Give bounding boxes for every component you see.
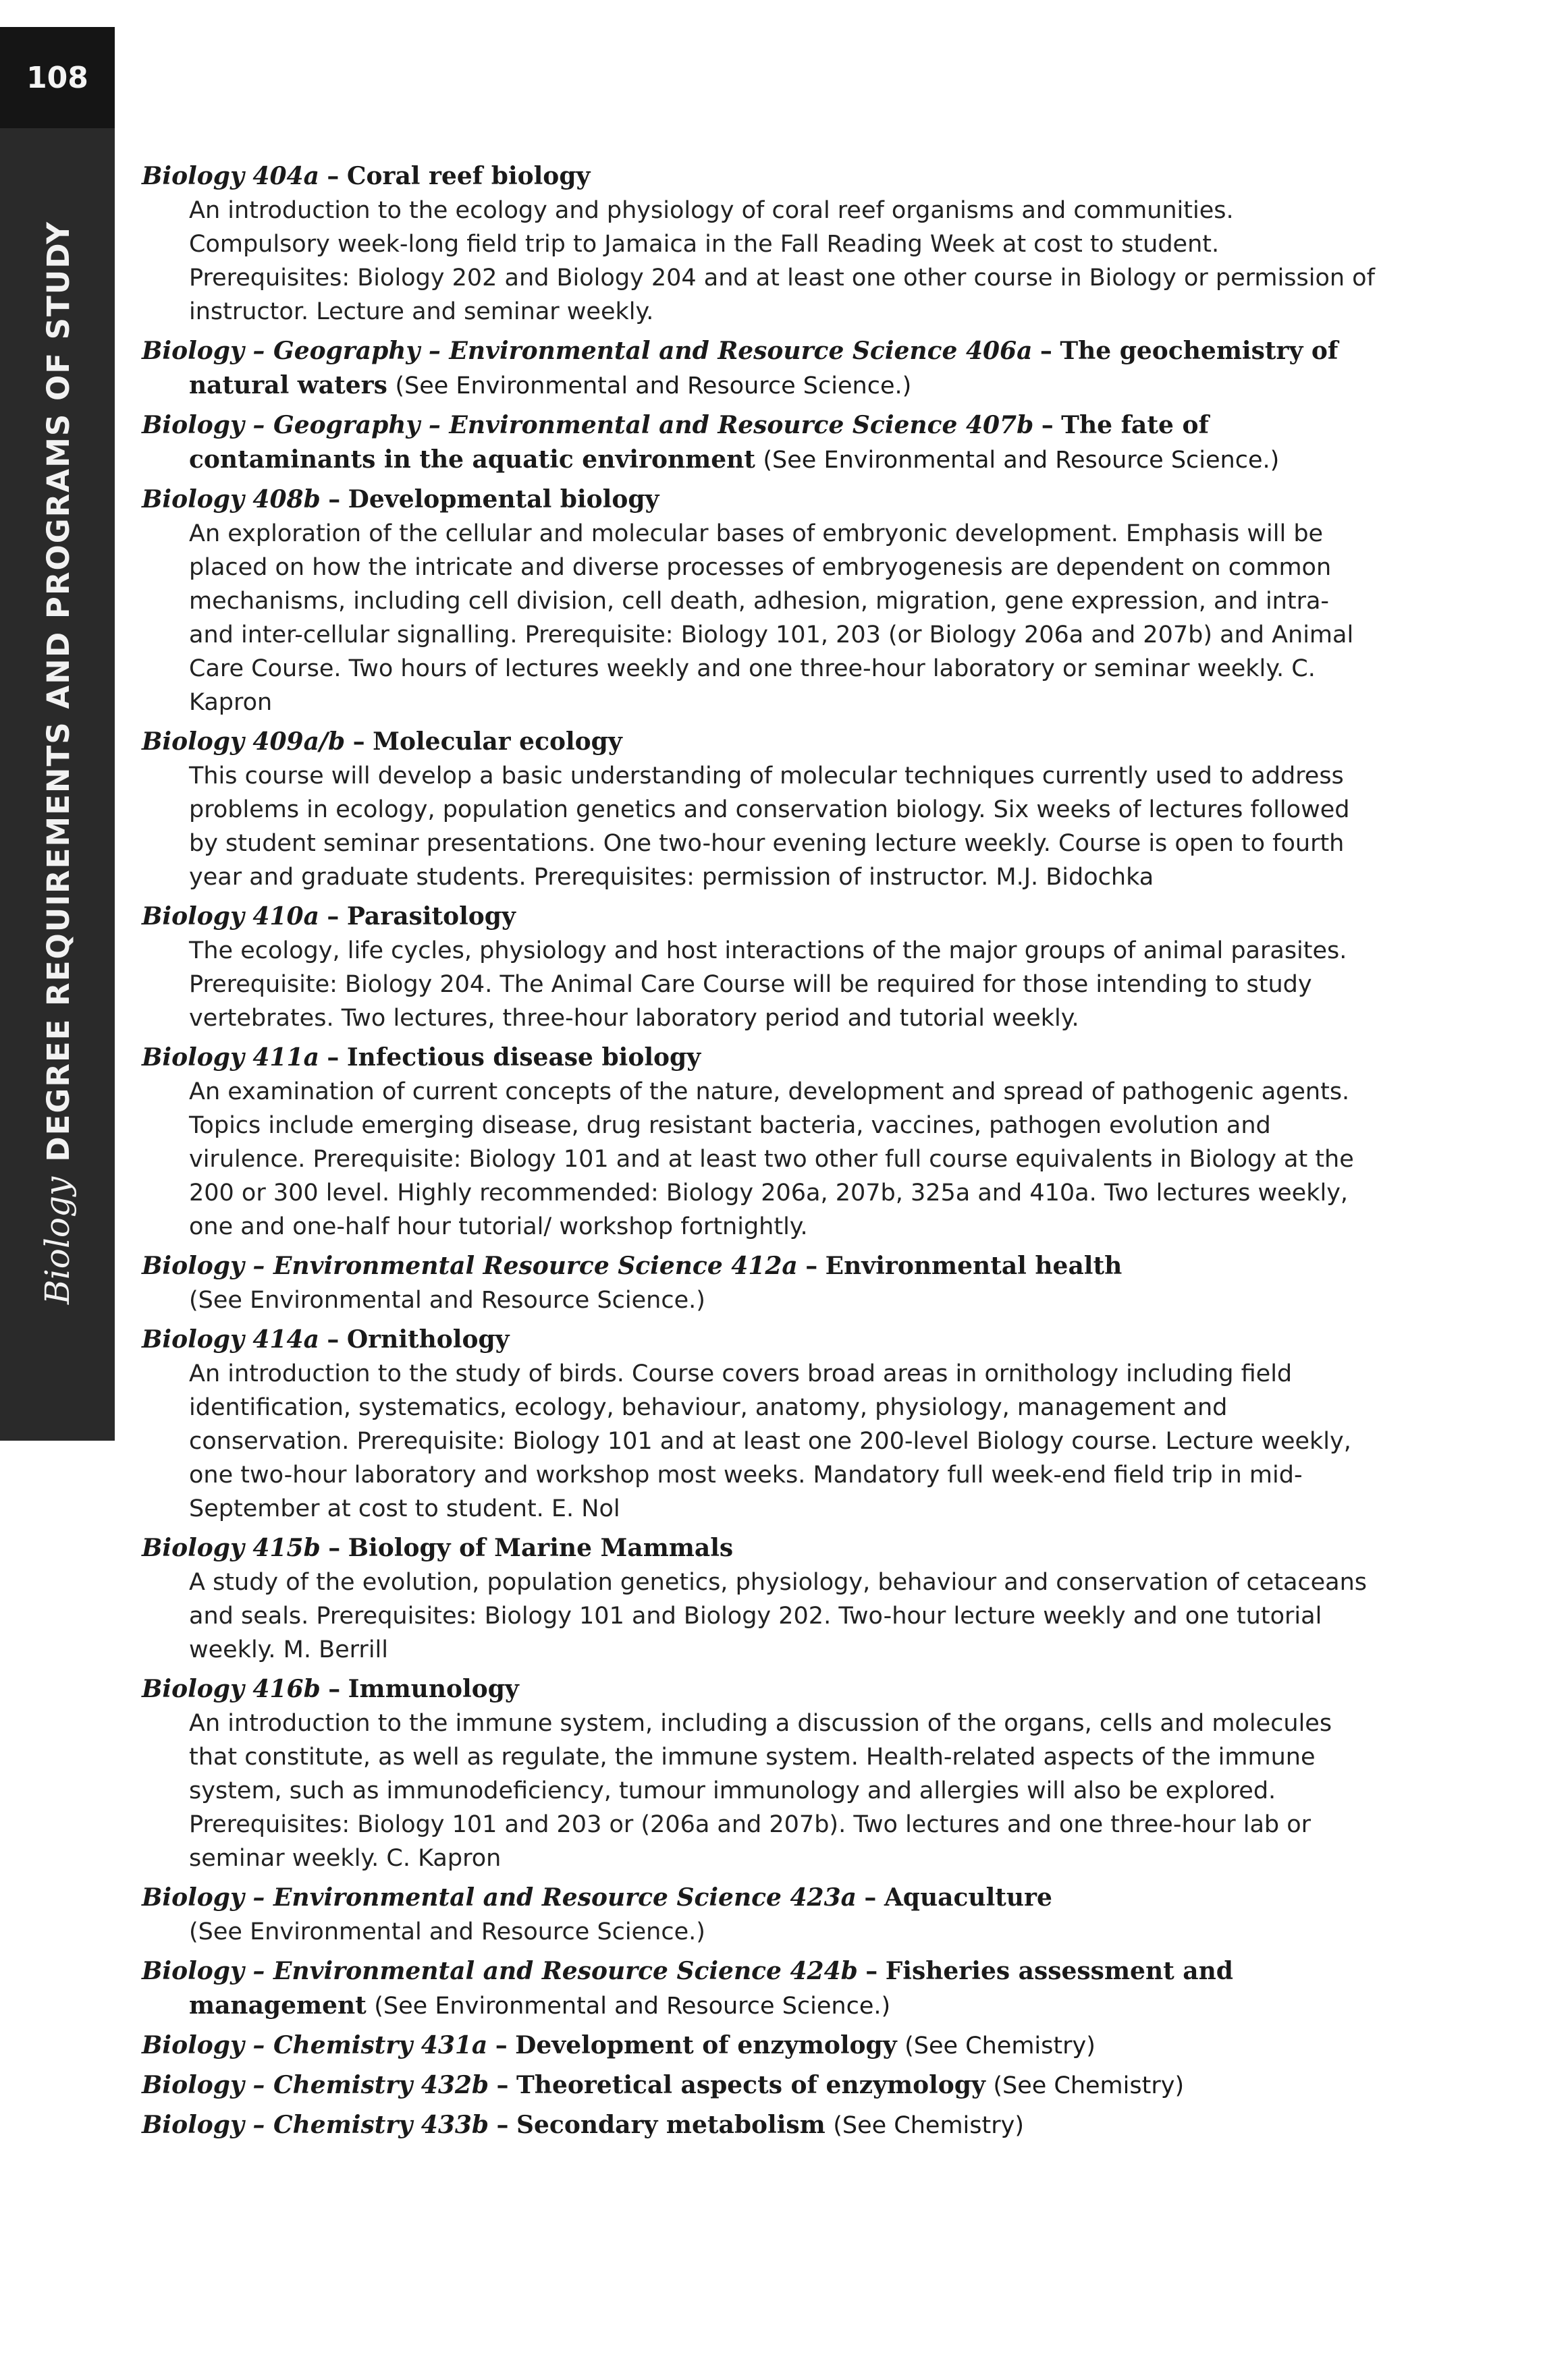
course-entry — [142, 2108, 1377, 2142]
course-entry — [142, 1041, 1377, 1244]
course-title: Biology – Geography – Environmental and Resource Science 407b – The fate of contaminants in the aquatic environment (See Environmental and Resource Science.) — [142, 411, 1280, 474]
course-code: Biology 410a — [142, 902, 319, 931]
course-title: Biology 404a – Coral reef biology — [142, 162, 591, 190]
course-name: Ornithology — [346, 1325, 510, 1354]
course-title: Biology 411a – Infectious disease biology — [142, 1043, 701, 1072]
side-title-caps: DEGREE REQUIREMENTS AND PROGRAMS OF STUDY — [40, 221, 76, 1162]
course-name: Environmental health — [825, 1252, 1123, 1280]
cross-reference: (See Environmental and Resource Science.) — [395, 372, 912, 399]
course-name: Secondary metabolism — [516, 2111, 826, 2139]
course-entry — [142, 900, 1377, 1035]
course-name: Fisheries assessment and management — [189, 1957, 1233, 2020]
side-title-subject: Biology — [38, 1176, 77, 1304]
course-entry — [142, 1672, 1377, 1875]
course-name: Biology of Marine Mammals — [348, 1534, 734, 1562]
course-name: Infectious disease biology — [346, 1043, 701, 1072]
course-name: Aquaculture — [884, 1883, 1052, 1912]
course-code: Biology 411a — [142, 1043, 319, 1072]
course-entry — [142, 1954, 1377, 2023]
course-code: Biology 414a — [142, 1325, 319, 1354]
course-title: Biology 414a – Ornithology — [142, 1325, 510, 1354]
course-name: Development of enzymology — [515, 2031, 897, 2059]
course-name: Coral reef biology — [346, 162, 591, 190]
course-entry — [142, 334, 1377, 403]
course-entry — [142, 2028, 1377, 2063]
course-title: Biology – Geography – Environmental and Resource Science 406a – The geochemistry of natural waters (See Environmental and Resource Science.) — [142, 337, 1339, 399]
course-name: Molecular ecology — [373, 727, 622, 756]
course-description: An introduction to the immune system, including a discussion of the organs, cells and molecules that constitute, as well as regulate, the immune system. Health-related aspects of the immune system, such as immunodeficiency, tumour immunology and allergies will also be explored. Prerequisites: Biology 101 and 203 or (206a and 207b). Two lectures and one three-hour lab or seminar weekly. C. Kapron — [189, 1710, 1332, 1872]
course-title: Biology 410a – Parasitology — [142, 902, 516, 931]
page-number: 108 — [0, 27, 115, 128]
course-code: Biology – Chemistry 432b — [142, 2071, 489, 2099]
course-name: The fate of contaminants in the aquatic environment — [189, 411, 1209, 474]
course-entry — [142, 159, 1377, 329]
course-description: A study of the evolution, population genetics, physiology, behaviour and conservation of cetaceans and seals. Prerequisites: Biology 101 and Biology 202. Two-hour lecture weekly and one tutorial weekly. M. Berrill — [189, 1569, 1368, 1663]
cross-reference: (See Environmental and Resource Science.) — [374, 1993, 891, 2020]
course-title: Biology 409a/b – Molecular ecology — [142, 727, 622, 756]
course-entry — [142, 1249, 1377, 1317]
course-name: Parasitology — [346, 902, 516, 931]
course-title: Biology – Chemistry 432b – Theoretical aspects of enzymology (See Chemistry) — [142, 2071, 1185, 2099]
course-entry — [142, 1323, 1377, 1526]
course-code: Biology – Geography – Environmental and Resource Science 407b — [142, 411, 1034, 439]
course-description: An introduction to the study of birds. Course covers broad areas in ornithology including field identification, systematics, ecology, behaviour, anatomy, physiology, management and conservation. Prerequisite: Biology 101 and at least one 200-level Biology course. Lecture weekly, one two-hour laboratory and workshop most weeks. Mandatory full week-end field trip in mid-September at cost to student. E. Nol — [189, 1360, 1351, 1522]
course-code: Biology – Chemistry 433b — [142, 2111, 489, 2139]
cross-reference: (See Chemistry) — [993, 2072, 1185, 2099]
course-entry — [142, 408, 1377, 477]
course-entry — [142, 1531, 1377, 1667]
cross-reference: (See Environmental and Resource Science.) — [189, 1918, 705, 1945]
course-description: This course will develop a basic understanding of molecular techniques currently used to address problems in ecology, population genetics and conservation biology. Six weeks of lectures followed by student seminar presentations. One two-hour evening lecture weekly. Course is open to fourth year and graduate students. Prerequisites: permission of instructor. M.J. Bidochka — [189, 763, 1350, 891]
course-code: Biology – Chemistry 431a — [142, 2031, 488, 2059]
course-entry — [142, 1881, 1377, 1949]
course-title: Biology 415b – Biology of Marine Mammals — [142, 1534, 734, 1562]
course-title: Biology – Environmental and Resource Science 424b – Fisheries assessment and management (See Environmental and Resource Science.) — [142, 1957, 1233, 2020]
course-code: Biology 409a/b — [142, 727, 346, 756]
course-description: An examination of current concepts of the nature, development and spread of pathogenic agents. Topics include emerging disease, drug resistant bacteria, vaccines, pathogen evolution and virulence. Prerequisite: Biology 101 and at least two other full course equivalents in Biology at the 200 or 300 level. Highly recommended: Biology 206a, 207b, 325a and 410a. Two lectures weekly, one and one-half hour tutorial/ workshop fortnightly. — [189, 1078, 1354, 1240]
cross-reference: (See Chemistry) — [833, 2112, 1024, 2139]
course-description: An introduction to the ecology and physiology of coral reef organisms and communities. Compulsory week-long field trip to Jamaica in the Fall Reading Week at cost to student. Prerequisites: Biology 202 and Biology 204 and at least one other course in Biology or permission of instructor. Lecture and seminar weekly. — [189, 197, 1375, 325]
course-name: Immunology — [348, 1675, 519, 1703]
cross-reference: (See Environmental and Resource Science.) — [763, 447, 1280, 474]
course-code: Biology 408b — [142, 485, 321, 514]
course-title: Biology – Environmental and Resource Science 423a – Aquaculture — [142, 1883, 1052, 1912]
course-code: Biology – Environmental and Resource Science 423a — [142, 1883, 857, 1912]
course-name: Developmental biology — [348, 485, 659, 514]
course-title: Biology – Chemistry 433b – Secondary metabolism (See Chemistry) — [142, 2111, 1024, 2139]
course-code: Biology 404a — [142, 162, 319, 190]
course-code: Biology – Environmental Resource Science 412a — [142, 1252, 798, 1280]
course-code: Biology 416b — [142, 1675, 321, 1703]
cross-reference: (See Environmental and Resource Science.) — [189, 1287, 705, 1314]
course-list — [142, 159, 1377, 2148]
course-entry — [142, 482, 1377, 719]
course-code: Biology – Geography – Environmental and Resource Science 406a — [142, 337, 1033, 365]
course-description: The ecology, life cycles, physiology and host interactions of the major groups of animal parasites. Prerequisite: Biology 204. The Animal Care Course will be required for those intending to study vertebrates. Two lectures, three-hour laboratory period and tutorial weekly. — [189, 937, 1347, 1032]
course-title: Biology 416b – Immunology — [142, 1675, 519, 1703]
course-title: Biology – Chemistry 431a – Development of enzymology (See Chemistry) — [142, 2031, 1096, 2059]
section-side-title — [38, 221, 77, 1304]
course-title: Biology – Environmental Resource Science 412a – Environmental health — [142, 1252, 1123, 1280]
course-name: The geochemistry of natural waters — [189, 337, 1339, 399]
course-entry — [142, 2068, 1377, 2103]
course-code: Biology – Environmental and Resource Science 424b — [142, 1957, 858, 1985]
course-entry — [142, 725, 1377, 894]
course-description: An exploration of the cellular and molecular bases of embryonic development. Emphasis will be placed on how the intricate and diverse processes of embryogenesis are dependent on common mechanisms, including cell division, cell death, adhesion, migration, gene expression, and intra- and inter-cellular signalling. Prerequisite: Biology 101, 203 (or Biology 206a and 207b) and Animal Care Course. Two hours of lectures weekly and one three-hour laboratory or seminar weekly. C. Kapron — [189, 520, 1354, 716]
course-code: Biology 415b — [142, 1534, 321, 1562]
cross-reference: (See Chemistry) — [904, 2032, 1096, 2059]
course-name: Theoretical aspects of enzymology — [516, 2071, 985, 2099]
course-title: Biology 408b – Developmental biology — [142, 485, 659, 514]
